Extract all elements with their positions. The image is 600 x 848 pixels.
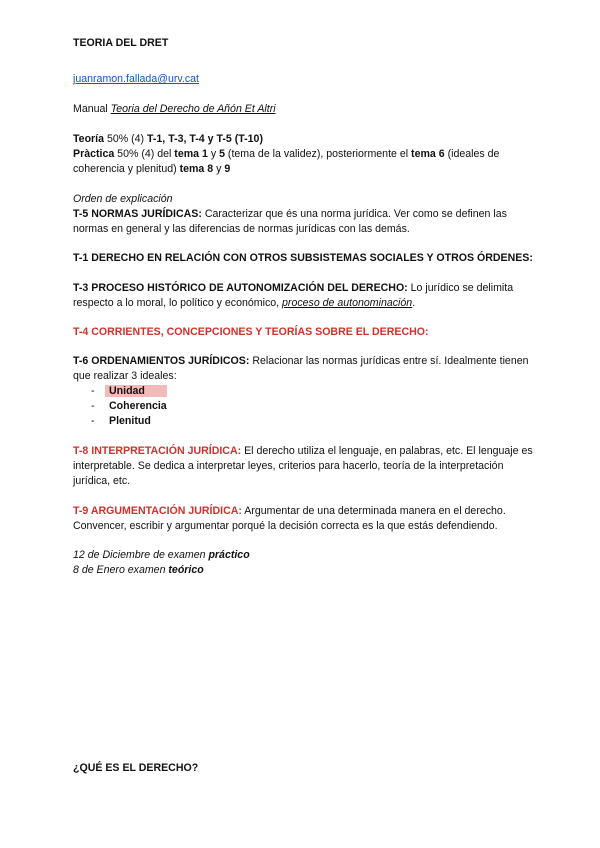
t8-text: El derecho utiliza el lenguaje, en palabras, etc. El lenguaje es interpretable. Se dedica a interpretar leyes, criterios para hacerlo, teoría de la interpretación jurídica, etc. (73, 445, 533, 487)
teoria-line (73, 132, 533, 147)
exam1-text: 12 de Diciembre de examen (73, 549, 209, 561)
manual-title: Teoria del Derecho de Añón Et Altri (110, 103, 276, 115)
ideal-coherencia: Coherencia (109, 400, 167, 412)
ideal-unidad: Unidad (105, 385, 167, 397)
ideal-plenitud: Plenitud (109, 415, 151, 427)
t3-text: Lo jurídico se delimita respecto a lo moral, lo político y económico, (73, 282, 514, 309)
teoria-pct: 50% (4) (104, 133, 147, 145)
exam-practico-line (73, 548, 533, 563)
t9-heading: T-9 ARGUMENTACIÓN JURÍDICA: (73, 505, 242, 517)
manual-line (73, 102, 533, 117)
t3-paragraph (73, 281, 533, 311)
t4-heading: T-4 CORRIENTES, CONCEPCIONES Y TEORÍAS SOBRE EL DERECHO: (73, 326, 429, 338)
exam1-bold: práctico (208, 549, 250, 561)
t6-text: Relacionar las normas jurídicas entre sí. Idealmente tienen que realizar 3 ideales: (73, 355, 529, 382)
t3-link: proceso de autonominación (282, 297, 413, 309)
practica-label: Pràctica (73, 148, 115, 160)
practica-pct: 50% (4) del (114, 148, 175, 160)
t9-text: Argumentar de una determinada manera en el derecho. Convencer, escribir y argumentar porqué la decisión correcta es la que estás defendiendo. (73, 505, 506, 532)
t9-paragraph (73, 504, 533, 534)
list-dash: - (91, 385, 95, 397)
exam2-bold: teórico (168, 564, 204, 576)
teoria-topics: T-1, T-3, T-4 y T-5 (T-10) (147, 133, 263, 145)
document-page (73, 36, 533, 578)
document-title: TEORIA DEL DRET (73, 37, 169, 49)
list-item (73, 414, 533, 429)
practica-tema1: tema 1 (174, 148, 208, 160)
t6-heading: T-6 ORDENAMIENTOS JURÍDICOS: (73, 355, 250, 367)
t5-text: Caracterizar que és una norma jurídica. Ver como se definen las normas en general y las diferencias de normas jurídicas con las demás. (73, 208, 507, 235)
list-item (73, 399, 533, 414)
ideales-list (73, 384, 533, 429)
practica-y: y (207, 148, 220, 160)
practica-tema9: 9 (224, 163, 231, 175)
t8-heading: T-8 INTERPRETACIÓN JURÍDICA: (73, 445, 242, 457)
t3-heading: T-3 PROCESO HISTÓRICO DE AUTONOMIZACIÓN DEL DERECHO: (73, 282, 408, 294)
t5-heading: T-5 NORMAS JURÍDICAS: (73, 208, 202, 220)
email-link[interactable]: juanramon.fallada@urv.cat (73, 73, 199, 85)
teoria-label: Teoría (73, 133, 105, 145)
list-item (73, 384, 533, 399)
question-heading: ¿QUÉ ES EL DERECHO? (73, 762, 199, 774)
practica-tema5: 5 (219, 148, 225, 160)
t6-paragraph (73, 354, 533, 384)
practica-tema8: tema 8 (179, 163, 214, 175)
list-dash: - (91, 415, 95, 427)
practica-after6: (ideales de coherencia y plenitud) (73, 148, 500, 175)
practica-tema6: tema 6 (411, 148, 445, 160)
orden-label: Orden de explicación (73, 193, 173, 205)
list-dash: - (91, 400, 95, 412)
practica-y2: y (213, 163, 225, 175)
t3-end: . (412, 297, 416, 309)
exam2-text: 8 de Enero examen (73, 564, 169, 576)
exam-teorico-line (73, 563, 533, 578)
practica-paragraph (73, 147, 533, 177)
t1-heading: T-1 DERECHO EN RELACIÓN CON OTROS SUBSISTEMAS SOCIALES Y OTROS ÓRDENES: (73, 252, 533, 264)
manual-prefix: Manual (73, 103, 111, 115)
t5-paragraph (73, 207, 533, 237)
t8-paragraph (73, 444, 533, 489)
practica-mid: (tema de la validez), posteriormente el (224, 148, 412, 160)
